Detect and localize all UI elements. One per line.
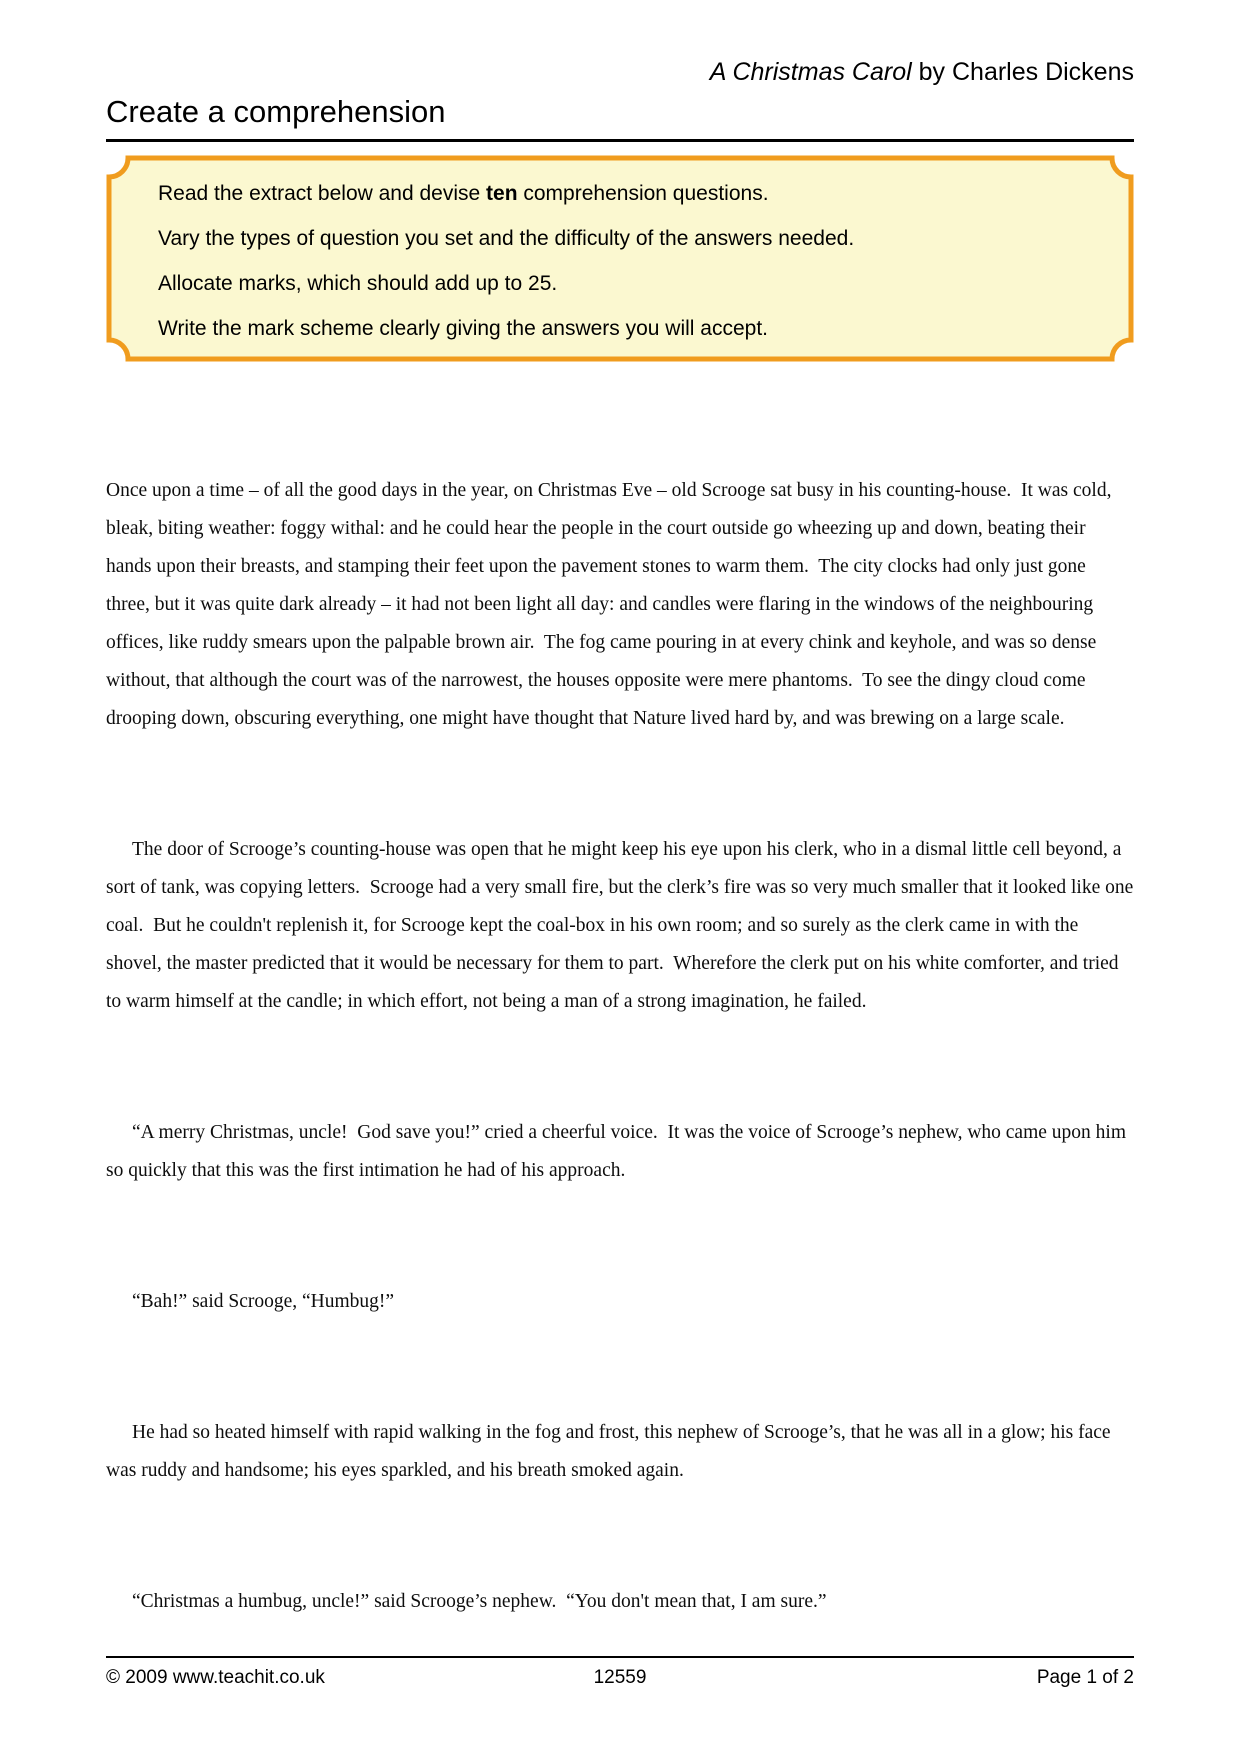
instruction-box xyxy=(106,155,1134,362)
extract-paragraph: “A merry Christmas, uncle! God save you!” cried a cheerful voice. It was the voice of Scrooge’s nephew, who came upon him so quickly that this was the first intimation he had of his approach. xyxy=(106,1122,1131,1181)
footer-page-number: Page 1 of 2 xyxy=(1036,1667,1135,1688)
extract-paragraph: Once upon a time – of all the good days in the year, on Christmas Eve – old Scrooge sat busy in his counting-house. It was cold, bleak, biting weather: foggy withal: and he could hear the people in the court outside go wheezing up and down, beating their hands upon their breasts, and stamping their feet upon the pavement stones to warm them. The city clocks had only just gone three, but it was quite dark already – it had not been light all day: and candles were flaring in the windows of the neighbouring offices, like ruddy smears upon the palpable brown air. The fog came pouring in at every chink and keyhole, and was so dense without, that although the court was of the narrowest, the houses opposite were mere phantoms. To see the dingy cloud come drooping down, obscuring everything, one might have thought that Nature lived hard by, and was brewing on a large scale. xyxy=(106,480,1117,729)
extract-paragraph: “Bah!” said Scrooge, “Humbug!” xyxy=(132,1291,395,1312)
book-byline: by Charles Dickens xyxy=(911,58,1134,86)
document-footer xyxy=(106,1656,1134,1689)
footer-copyright: © 2009 www.teachit.co.uk xyxy=(106,1667,325,1688)
instruction-line-3: Allocate marks, which should add up to 25. xyxy=(158,272,558,295)
extract-paragraph: He had so heated himself with rapid walking in the fog and frost, this nephew of Scrooge’s, that he was all in a glow; his face was ruddy and handsome; his eyes sparkled, and his breath smoked again. xyxy=(106,1422,1116,1481)
page-title: Create a comprehension xyxy=(106,94,1134,142)
instruction-line-1-suffix: comprehension questions. xyxy=(517,182,769,205)
instruction-line-2: Vary the types of question you set and the difficulty of the answers needed. xyxy=(158,227,855,250)
instruction-line-1 xyxy=(158,182,1094,205)
footer-doc-id: 12559 xyxy=(593,1667,647,1688)
instruction-text xyxy=(106,155,1134,340)
document-header xyxy=(106,0,1134,88)
instruction-line-4: Write the mark scheme clearly giving the answers you will accept. xyxy=(158,317,769,340)
instruction-line-1-bold: ten xyxy=(486,182,518,205)
extract-paragraph: The door of Scrooge’s counting-house was open that he might keep his eye upon his clerk, who in a dismal little cell beyond, a sort of tank, was copying letters. Scrooge had a very small fire, but the clerk’s fire was so very much smaller that it looked like one coal. But he couldn't replenish it, for Scrooge kept the coal-box in his own room; and so surely as the clerk came in with the shovel, the master predicted that it would be necessary for them to part. Wherefore the clerk put on his white comforter, and tried to warm himself at the candle; in which effort, not being a man of a strong imagination, he failed. xyxy=(106,839,1139,1012)
extract-paragraph: “Christmas a humbug, uncle!” said Scrooge’s nephew. “You don't mean that, I am sure.” xyxy=(132,1591,827,1612)
extract-text xyxy=(106,396,1139,1714)
book-title: A Christmas Carol xyxy=(709,58,912,86)
instruction-line-1-prefix: Read the extract below and devise xyxy=(158,182,487,205)
